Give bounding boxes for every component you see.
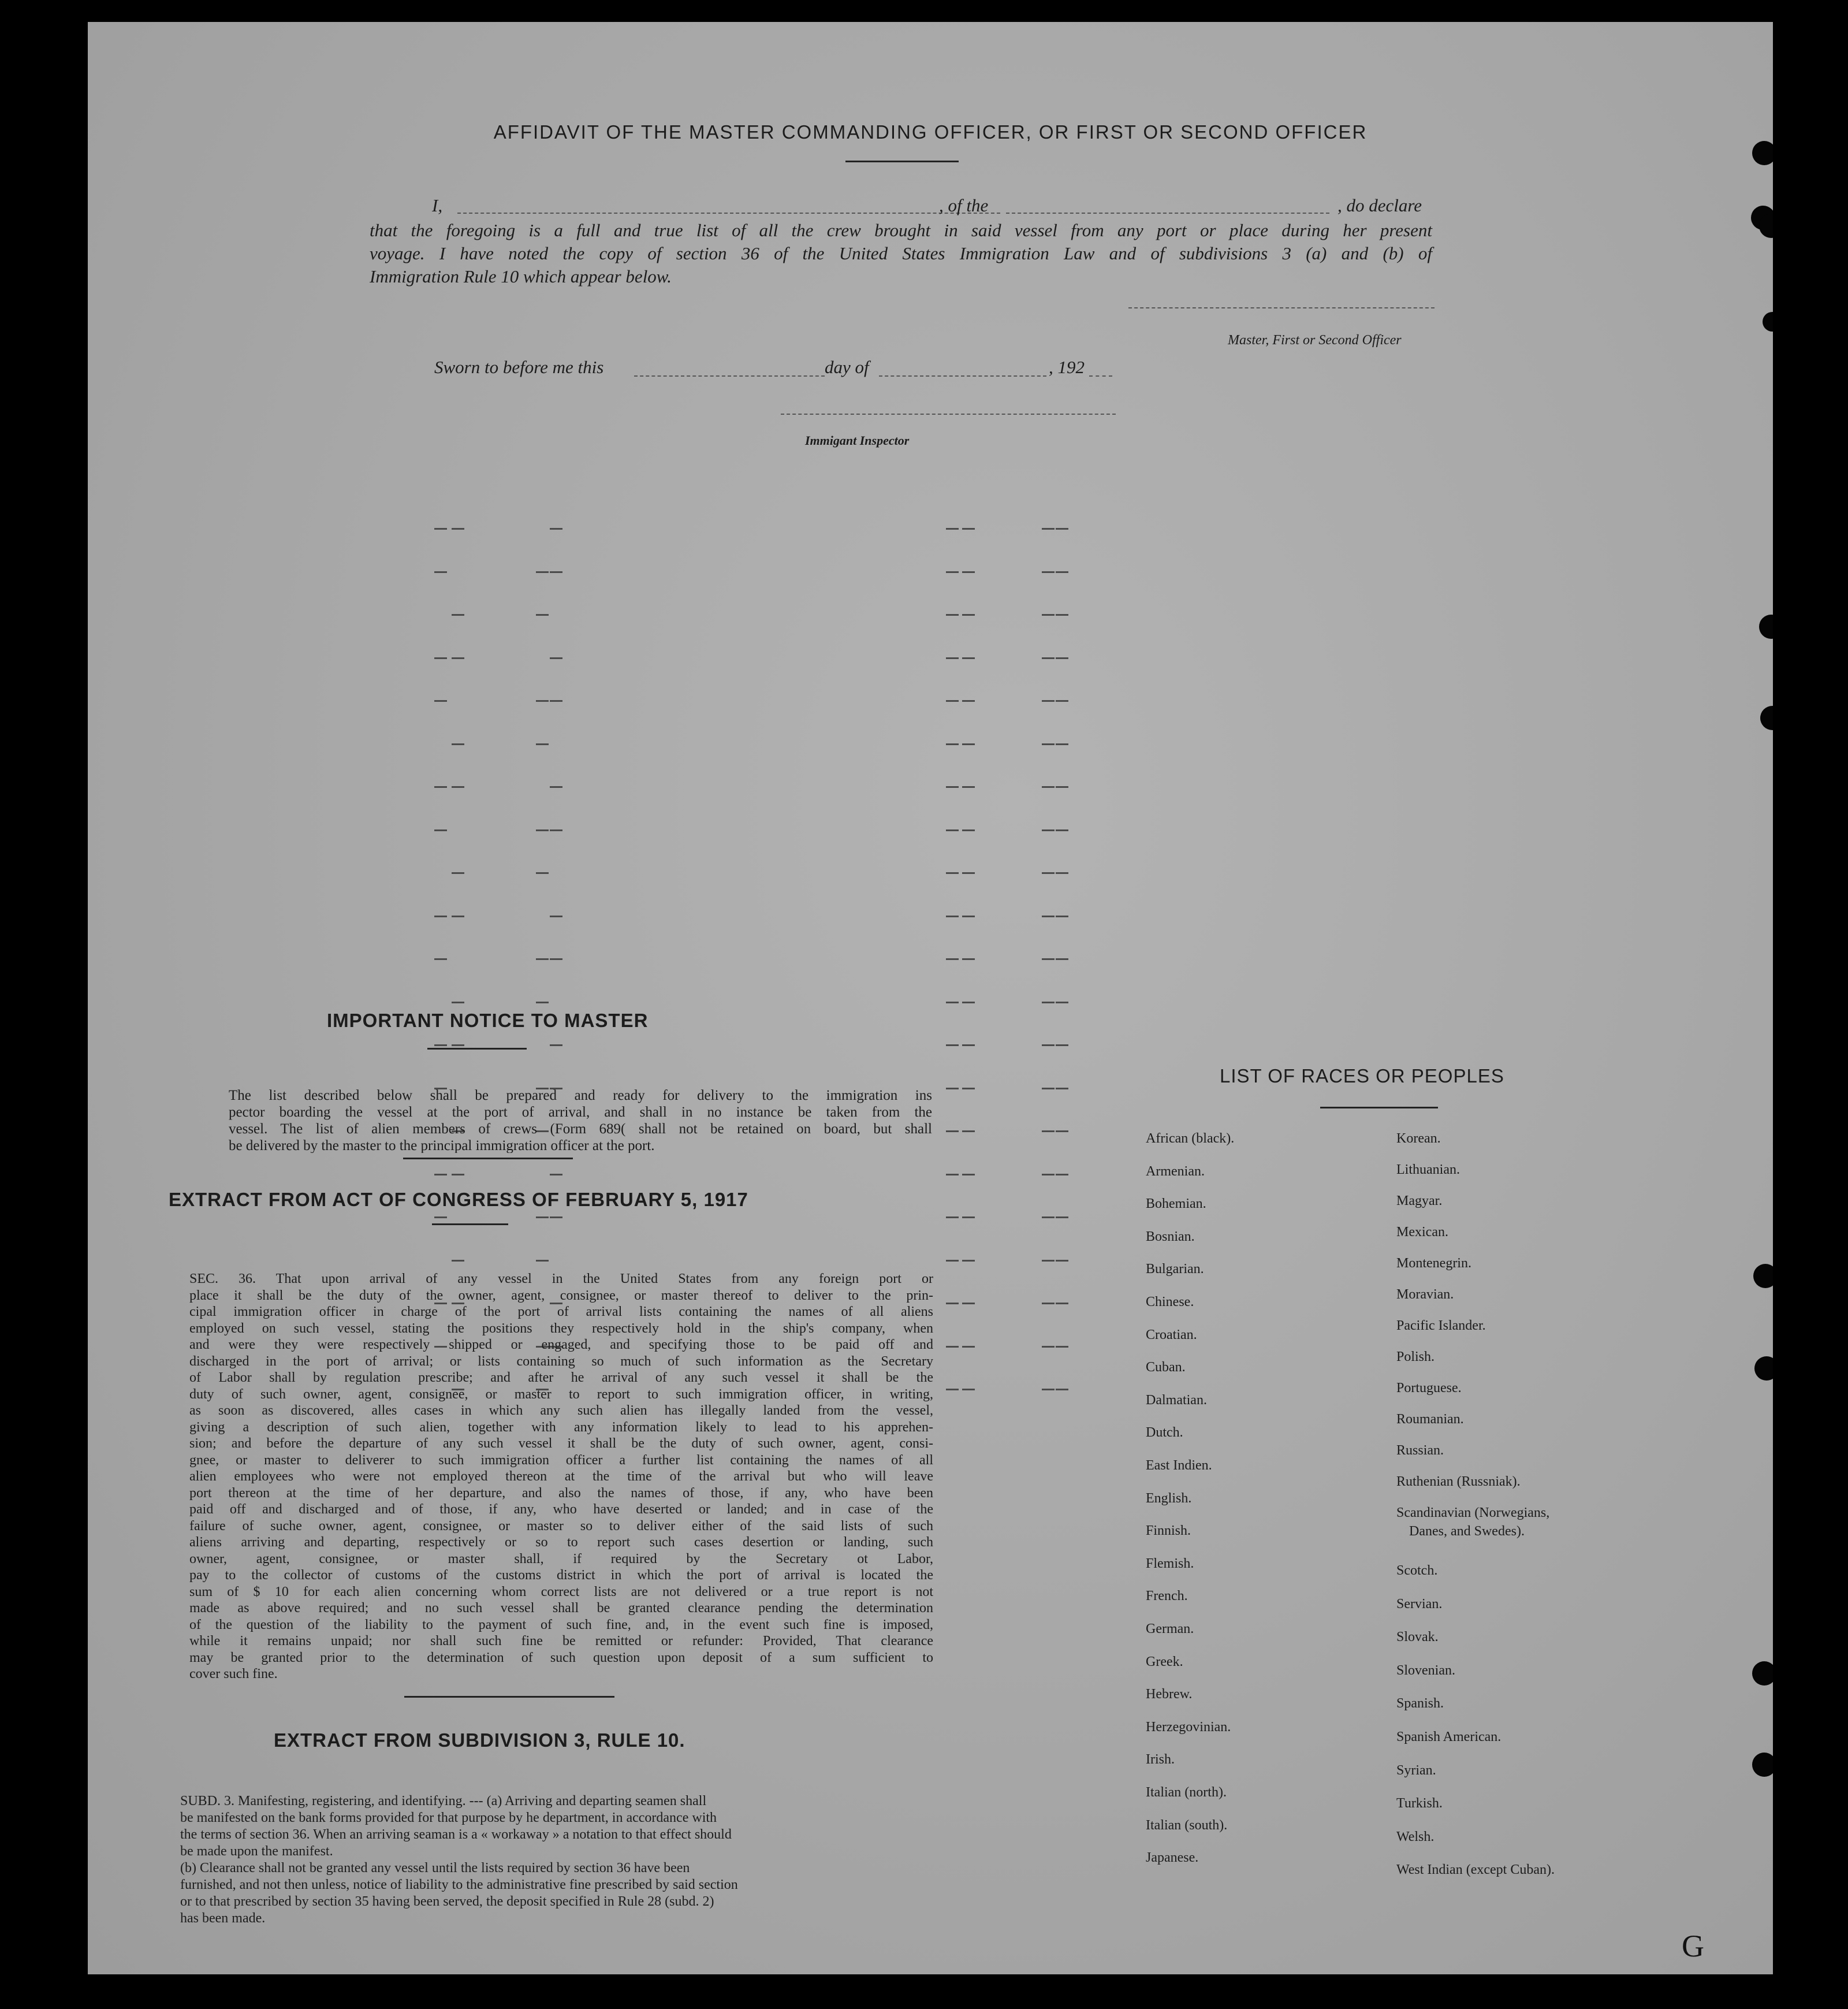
margin-mark: G [1682,1929,1704,1963]
title-underline [845,161,959,162]
bleed-dash [946,1130,959,1132]
bleed-dash [550,700,562,702]
binder-hole [1754,1356,1773,1381]
bleed-dash [1042,528,1055,530]
bleed-dash [434,528,447,530]
bleed-dash [962,1130,975,1132]
bleed-dash [962,1303,975,1304]
extract-act-line: of the question of the liability to the payment of such fine, and, in the event such fine is imposed, [189,1617,933,1632]
extract-act-line: duty of such owner, agent, consignee, or master to report to such immigration officer, in writing, [189,1387,933,1402]
bleed-dash [1042,657,1055,659]
binder-hole [1752,1661,1773,1686]
race-item-right: Syrian. [1396,1762,1436,1778]
bleed-dash [1056,528,1068,530]
race-item-right: Spanish American. [1396,1729,1502,1744]
extract-act-line: made as above required; and no such vessel shall be granted clearance pending the determination [189,1601,933,1616]
bleed-dash [1056,1216,1068,1218]
bleed-dash [962,1044,975,1046]
bleed-dash [1042,1044,1055,1046]
bleed-dash [536,700,549,702]
bleed-dash [946,1303,959,1304]
bleed-dash [434,571,447,573]
extract-act-line: paid off and discharged and of those, if any, who have deserted or landed; and in case of the [189,1502,933,1517]
bleed-dash [962,786,975,788]
race-item-left: African (black). [1146,1131,1235,1146]
bleed-dash [946,1088,959,1089]
bleed-dash [1056,1044,1068,1046]
bleed-dash [1042,1260,1055,1262]
race-item-left: East Indien. [1146,1458,1212,1473]
race-item-left: Italian (north). [1146,1785,1227,1800]
bleed-dash [962,958,975,960]
extract-act-line: failure of suche owner, agent, consignee, or master so to deliver either of the said lists of such [189,1519,933,1534]
bleed-dash [1042,614,1055,616]
bleed-dash [1056,1346,1068,1348]
bleed-dash [962,1174,975,1175]
binder-hole [1763,312,1773,332]
bleed-dash [1056,786,1068,788]
bleed-dash [962,872,975,874]
race-item-right: Korean. [1396,1131,1441,1146]
notice-line: pector boarding the vessel at the port of arrival, and shall in no instance be taken from the [229,1105,932,1120]
bleed-dash [946,1002,959,1003]
notice-line: be delivered by the master to the principal immigration officer at the port. [229,1139,655,1153]
race-item-left: Chinese. [1146,1294,1194,1309]
month-blank[interactable] [879,375,1046,377]
race-item-right: Montenegrin. [1396,1256,1471,1271]
notice-title: IMPORTANT NOTICE TO MASTER [327,1010,649,1031]
year-blank[interactable] [1089,375,1112,377]
affidavit-line-4: Immigration Rule 10 which appear below. [370,266,672,287]
extract-rule-line: (b) Clearance shall not be granted any vessel until the lists required by section 36 have been [180,1861,690,1875]
bleed-dash [962,1260,975,1262]
bleed-dash [1056,700,1068,702]
extract-act-line: sum of $ 10 for each alien concerning whom correct lists are not delivered or a true report is not [189,1584,933,1599]
affidavit-line-2: that the foregoing is a full and true list of all the crew brought in said vessel from any port or place during her present [370,220,1432,240]
race-item-right: Scotch. [1396,1563,1438,1578]
bleed-dash [452,657,464,659]
extract-act-underline [432,1223,508,1225]
extract-act-line: sion; and before the departure of any such vessel it shall be the duty of such owner, agent, consi- [189,1437,933,1451]
bleed-dash [550,916,562,917]
race-item-right: Spanish. [1396,1696,1444,1712]
binder-hole [1752,141,1773,165]
bleed-dash [946,1346,959,1348]
bleed-dash [452,743,464,745]
extract-act-line: discharged in the port of arrival; or lists containing so much of such information as the Secretary [189,1354,933,1369]
bleed-dash [452,1002,464,1003]
race-item-left: Finnish. [1146,1523,1191,1539]
bleed-dash [452,916,464,917]
bleed-dash [452,1044,464,1046]
bleed-dash [946,743,959,745]
bleed-dash [946,1260,959,1262]
race-item-left: Hebrew. [1146,1687,1193,1702]
affidavit-do-declare: , do declare [1337,195,1422,215]
bleed-dash [452,872,464,874]
extract-act-line: as soon as discovered, alles cases in which any such alien has illegally landed from the vessel, [189,1404,933,1418]
race-item-right: Danes, and Swedes). [1409,1524,1525,1539]
bleed-dash [946,958,959,960]
race-item-left: Japanese. [1146,1850,1199,1866]
affidavit-line-3: voyage. I have noted the copy of section 36 of the United States Immigration Law and of subdivisions 3 (a) and (b) of [370,243,1432,263]
race-item-left: German. [1146,1621,1194,1636]
bleed-dash [452,528,464,530]
day-blank[interactable] [634,375,825,377]
race-item-left: Bohemian. [1146,1196,1206,1212]
bleed-dash [1042,1174,1055,1175]
bleed-dash [550,571,562,573]
bleed-dash [962,1389,975,1390]
race-item-left: Armenian. [1146,1163,1205,1179]
bleed-dash [1056,1130,1068,1132]
race-item-right: Russian. [1396,1443,1444,1458]
races-title: LIST OF RACES OR PEOPLES [1220,1065,1504,1087]
bleed-dash [1056,958,1068,960]
affidavit-of-the: , of the [939,195,989,215]
bleed-dash [946,872,959,874]
bleed-dash [1042,958,1055,960]
bleed-dash [946,1216,959,1218]
year-prefix: , 192 [1049,357,1085,377]
bleed-dash [1042,1303,1055,1304]
bleed-dash [1042,1002,1055,1003]
affidavit-i: I, [432,195,443,215]
bleed-dash [1056,1088,1068,1089]
bleed-dash [1056,657,1068,659]
inspector-label: Immigant Inspector [805,433,910,448]
bleed-dash [536,1260,549,1262]
vessel-blank[interactable] [1006,213,1329,214]
races-underline [1320,1107,1438,1108]
bleed-dash [1042,1346,1055,1348]
bleed-dash [434,700,447,702]
bleed-dash [550,1174,562,1175]
bleed-dash [1056,1260,1068,1262]
bleed-dash [1056,1174,1068,1175]
bleed-dash [536,614,549,616]
race-item-right: Slovenian. [1396,1662,1455,1678]
bleed-dash [1056,1389,1068,1390]
bleed-dash [536,743,549,745]
extract-rule-line: or to that prescribed by section 35 having been served, the deposit specified in Rule 28 (subd. 2) [180,1895,714,1908]
extract-act-line: and were they were respectively shipped or engaged, and specifying those to be paid off and [189,1338,933,1352]
bleed-dash [962,571,975,573]
master-signature-blank[interactable] [1128,307,1435,308]
bleed-dash [1056,614,1068,616]
bleed-dash [434,786,447,788]
bleed-dash [946,786,959,788]
extract-rule-line: be made upon the manifest. [180,1844,333,1858]
race-item-left: Croatian. [1146,1327,1197,1342]
notice-underline [427,1048,527,1050]
bleed-dash [946,614,959,616]
extract-rule-line: the terms of section 36. When an arriving seaman is a « workaway » a notation to that effect should [180,1828,732,1841]
notice-line: The list described below shall be prepared and ready for delivery to the immigration ins [229,1088,932,1103]
bleed-dash [550,786,562,788]
bleed-dash [1042,872,1055,874]
bleed-dash [1056,829,1068,831]
extract-act-line: while it remains unpaid; nor shall such fine be remitted or refunder: Provided, That clearance [189,1634,933,1649]
race-item-left: Bulgarian. [1146,1262,1204,1277]
bleed-dash [452,614,464,616]
bleed-dash [434,1044,447,1046]
race-item-right: Turkish. [1396,1796,1443,1811]
bleed-dash [1042,1216,1055,1218]
race-item-left: Dalmatian. [1146,1392,1207,1408]
race-item-right: Scandinavian (Norwegians, [1396,1505,1550,1520]
binder-hole [1759,615,1773,639]
day-of-text: day of [825,357,869,377]
race-item-right: Lithuanian. [1396,1162,1460,1177]
bleed-dash [962,829,975,831]
race-item-right: Slovak. [1396,1629,1439,1645]
extract-act-line: cover such fine. [189,1667,278,1681]
bleed-dash [550,829,562,831]
race-item-right: West Indian (except Cuban). [1396,1862,1555,1878]
document-page [88,22,1773,1974]
bleed-dash [1056,571,1068,573]
bleed-dash [962,1216,975,1218]
affidavit-title: AFFIDAVIT OF THE MASTER COMMANDING OFFICER, OR FIRST OR SECOND OFFICER [493,121,1368,143]
race-item-left: Flemish. [1146,1556,1194,1571]
bleed-dash [946,1044,959,1046]
bleed-dash [1042,571,1055,573]
race-item-right: Pacific Islander. [1396,1318,1486,1333]
race-item-left: Bosnian. [1146,1229,1195,1244]
bleed-dash [946,700,959,702]
extract-act-line: gnee, or master to deliverer to such immigration officer a further list containing the names of all [189,1453,933,1468]
race-item-right: Mexican. [1396,1225,1448,1240]
bleed-dash [550,528,562,530]
bleed-dash [1042,786,1055,788]
race-item-left: Greek. [1146,1654,1183,1669]
bleed-dash [1042,916,1055,917]
bleed-dash [962,916,975,917]
bleed-dash [550,1216,562,1218]
name-blank[interactable] [457,213,1000,214]
extract-act-line: alien employees who were not employed thereon at the time of the arrival but who will leave [189,1469,933,1484]
bleed-dash [452,1174,464,1175]
master-label: Master, First or Second Officer [1228,333,1402,348]
bleed-dash [962,700,975,702]
binder-hole [1753,1264,1773,1288]
bleed-dash [452,786,464,788]
extract-act-title: EXTRACT FROM ACT OF CONGRESS OF FEBRUARY 5, 1917 [169,1189,748,1210]
race-item-right: Magyar. [1396,1193,1443,1208]
bleed-dash [946,571,959,573]
extract-rule-line: furnished, and not then unless, notice of liability to the administrative fine prescribed by said section [180,1878,738,1892]
bleed-dash [962,528,975,530]
extract-act-line: owner, agent, consignee, or master shall, if required by the Secretary ot Labor, [189,1552,933,1567]
extract-act-line: cipal immigration officer in charge of the port of arrival lists containing the names of all aliens [189,1305,933,1319]
bleed-dash [962,1088,975,1089]
race-item-right: Ruthenian (Russniak). [1396,1474,1521,1489]
race-item-left: Dutch. [1146,1425,1183,1441]
bleed-dash [1042,1088,1055,1089]
bleed-dash [962,657,975,659]
bleed-dash [946,829,959,831]
extract-act-line: employed on such vessel, stating the positions they respectively hold in the ship's company, when [189,1321,933,1336]
bleed-dash [536,1216,549,1218]
extract-act-line: pay to the collector of customs of the customs district in which the port of arrival is located the [189,1568,933,1583]
extract-act-line: giving a description of such alien, together with any information likely to lead to his apprehen- [189,1420,933,1435]
bleed-dash [946,916,959,917]
bleed-dash [962,1346,975,1348]
bleed-dash [946,1389,959,1390]
binder-hole [1752,1753,1773,1777]
bleed-dash [452,1260,464,1262]
race-item-left: Cuban. [1146,1360,1186,1375]
extract-rule-line: be manifested on the bank forms provided for that purpose by he department, in accordance with [180,1811,717,1825]
race-item-left: Italian (south). [1146,1817,1228,1833]
notice-line: vessel. The list of alien members of crews (Form 689( shall not be retained on board, but shall [229,1122,932,1137]
bleed-dash [550,1044,562,1046]
bleed-dash [1056,916,1068,917]
race-item-left: English. [1146,1490,1192,1506]
bleed-dash [536,958,549,960]
race-item-right: Welsh. [1396,1829,1435,1844]
bleed-dash [946,657,959,659]
bleed-dash [434,1174,447,1175]
bleed-dash [962,614,975,616]
race-item-left: Herzegovinian. [1146,1719,1231,1735]
bleed-dash [1056,1303,1068,1304]
race-item-right: Roumanian. [1396,1412,1464,1427]
inspector-signature-blank[interactable] [781,414,1116,415]
bleed-dash [1042,700,1055,702]
race-item-left: French. [1146,1588,1188,1604]
extract-act-line: place it shall be the duty of the owner, agent, consignee, or master thereof to deliver to the prin- [189,1288,933,1303]
bleed-dash [550,958,562,960]
bleed-dash [434,916,447,917]
bleed-dash [536,829,549,831]
bleed-dash [1042,829,1055,831]
bleed-dash [1056,743,1068,745]
extract-act-line: of Labor shall by regulation prescribe; and after he arrival of any such vessel it shall be the [189,1371,933,1385]
bleed-dash [536,1002,549,1003]
extract-rule-line: has been made. [180,1911,266,1925]
extract-act-line: may be granted prior to the determination of such question upon deposit of a sum sufficient to [189,1650,933,1665]
bleed-dash [1056,872,1068,874]
bleed-dash [962,743,975,745]
bleed-dash [1042,1130,1055,1132]
race-item-right: Moravian. [1396,1287,1454,1302]
bleed-dash [946,1174,959,1175]
extract-act-line: SEC. 36. That upon arrival of any vessel in the United States from any foreign port or [189,1272,933,1286]
bleed-dash [1056,1002,1068,1003]
bleed-dash [434,958,447,960]
extract-act-end-rule [404,1696,614,1698]
extract-rule-line: SUBD. 3. Manifesting, registering, and identifying. --- (a) Arriving and departing seamen shall [180,1794,707,1808]
bleed-dash [1042,1389,1055,1390]
bleed-dash [536,571,549,573]
extract-act-line: aliens arriving and departing, respectively or so to report such cases desertion or landing, such [189,1535,933,1550]
extract-act-line: port thereon at the time of her departure, and also the names of those, if any, who have been [189,1486,933,1501]
race-item-right: Servian. [1396,1596,1443,1612]
bleed-dash [434,829,447,831]
bleed-dash [1042,743,1055,745]
race-item-right: Polish. [1396,1349,1435,1364]
bleed-dash [550,657,562,659]
race-item-right: Portuguese. [1396,1381,1462,1396]
bleed-dash [946,528,959,530]
binder-hole [1760,706,1773,730]
notice-end-rule [403,1158,573,1159]
bleed-dash [434,657,447,659]
race-item-left: Irish. [1146,1752,1175,1768]
extract-rule-title: EXTRACT FROM SUBDIVISION 3, RULE 10. [274,1729,685,1751]
bleed-dash [962,1002,975,1003]
sworn-text: Sworn to before me this [434,357,604,377]
bleed-dash [434,1216,447,1218]
bleed-dash [536,872,549,874]
